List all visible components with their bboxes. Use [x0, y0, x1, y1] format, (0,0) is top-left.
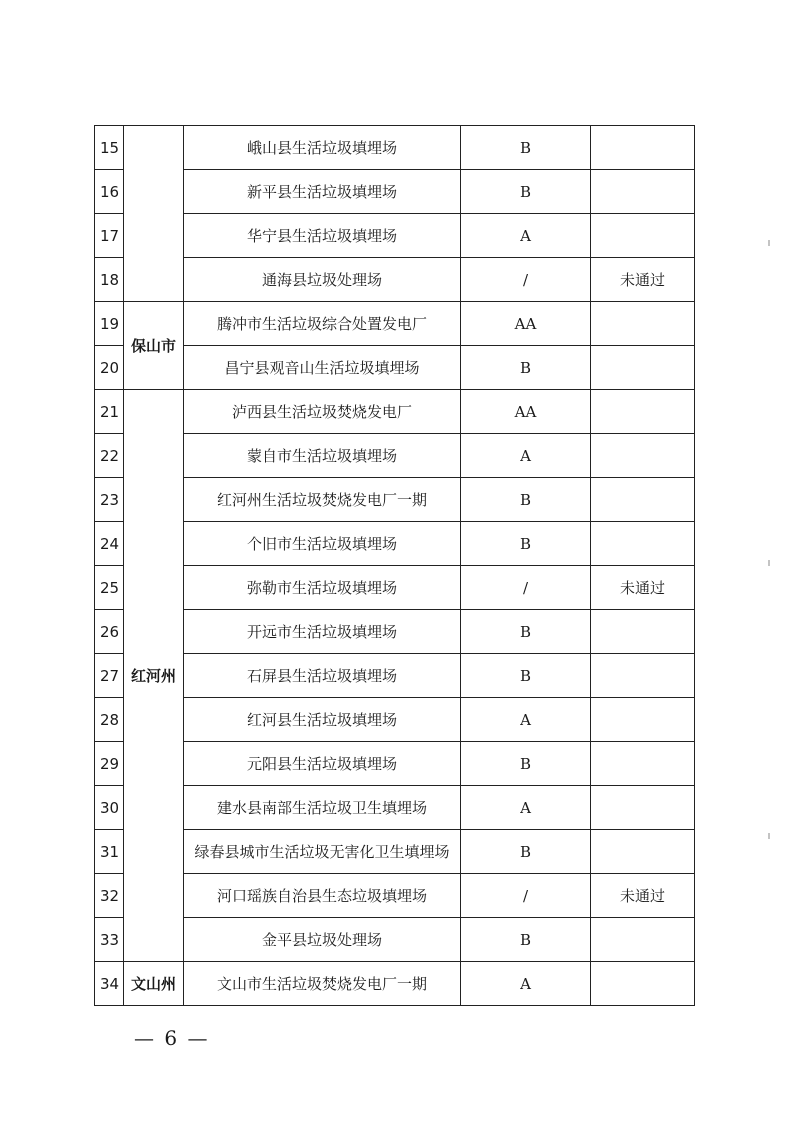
facility-name: 石屏县生活垃圾填埋场 — [184, 654, 461, 698]
table-row — [95, 566, 695, 610]
remark-cell: 未通过 — [591, 258, 695, 302]
grade-cell: B — [461, 654, 591, 698]
facility-name: 腾冲市生活垃圾综合处置发电厂 — [184, 302, 461, 346]
remark-cell — [591, 918, 695, 962]
grade-cell: A — [461, 698, 591, 742]
facility-name: 个旧市生活垃圾填埋场 — [184, 522, 461, 566]
row-number: 19 — [95, 302, 124, 346]
grade-cell: / — [461, 258, 591, 302]
remark-cell — [591, 698, 695, 742]
facility-name: 红河县生活垃圾填埋场 — [184, 698, 461, 742]
row-number: 30 — [95, 786, 124, 830]
row-number: 16 — [95, 170, 124, 214]
table-row — [95, 390, 695, 434]
grade-cell: A — [461, 214, 591, 258]
remark-cell: 未通过 — [591, 874, 695, 918]
page-number: — 6 — — [134, 1026, 210, 1050]
grade-cell: AA — [461, 302, 591, 346]
row-number: 23 — [95, 478, 124, 522]
table-row — [95, 126, 695, 170]
grade-cell: B — [461, 478, 591, 522]
remark-cell — [591, 302, 695, 346]
remark-cell — [591, 830, 695, 874]
table-row — [95, 874, 695, 918]
city-cell: 文山州 — [124, 962, 184, 1006]
table-row — [95, 698, 695, 742]
remark-cell — [591, 742, 695, 786]
remark-cell — [591, 434, 695, 478]
row-number: 31 — [95, 830, 124, 874]
row-number: 34 — [95, 962, 124, 1006]
row-number: 18 — [95, 258, 124, 302]
table-row — [95, 654, 695, 698]
remark-cell — [591, 214, 695, 258]
table-row — [95, 522, 695, 566]
facility-name: 红河州生活垃圾焚烧发电厂一期 — [184, 478, 461, 522]
table-row — [95, 742, 695, 786]
table-row — [95, 478, 695, 522]
grade-cell: AA — [461, 390, 591, 434]
scan-mark — [768, 560, 770, 566]
remark-cell — [591, 170, 695, 214]
city-cell: 红河州 — [124, 390, 184, 962]
remark-cell — [591, 390, 695, 434]
row-number: 28 — [95, 698, 124, 742]
remark-cell — [591, 786, 695, 830]
grade-cell: B — [461, 346, 591, 390]
facility-name: 开远市生活垃圾填埋场 — [184, 610, 461, 654]
facility-name: 金平县垃圾处理场 — [184, 918, 461, 962]
facility-name: 弥勒市生活垃圾填埋场 — [184, 566, 461, 610]
remark-cell — [591, 346, 695, 390]
city-cell: 保山市 — [124, 302, 184, 390]
facility-name: 峨山县生活垃圾填埋场 — [184, 126, 461, 170]
table-row — [95, 258, 695, 302]
remark-cell — [591, 654, 695, 698]
grade-cell: B — [461, 742, 591, 786]
facility-name: 建水县南部生活垃圾卫生填埋场 — [184, 786, 461, 830]
remark-cell — [591, 962, 695, 1006]
grade-cell: B — [461, 918, 591, 962]
grade-cell: / — [461, 566, 591, 610]
table-row — [95, 302, 695, 346]
table-row — [95, 610, 695, 654]
grade-cell: / — [461, 874, 591, 918]
city-cell — [124, 126, 184, 302]
facility-name: 泸西县生活垃圾焚烧发电厂 — [184, 390, 461, 434]
facility-name: 绿春县城市生活垃圾无害化卫生填埋场 — [184, 830, 461, 874]
row-number: 26 — [95, 610, 124, 654]
row-number: 21 — [95, 390, 124, 434]
row-number: 24 — [95, 522, 124, 566]
facility-name: 通海县垃圾处理场 — [184, 258, 461, 302]
facility-name: 文山市生活垃圾焚烧发电厂一期 — [184, 962, 461, 1006]
table-row — [95, 962, 695, 1006]
remark-cell: 未通过 — [591, 566, 695, 610]
grade-cell: A — [461, 434, 591, 478]
scan-mark — [768, 833, 770, 839]
row-number: 22 — [95, 434, 124, 478]
facility-name: 华宁县生活垃圾填埋场 — [184, 214, 461, 258]
row-number: 33 — [95, 918, 124, 962]
table-row — [95, 170, 695, 214]
grade-cell: B — [461, 610, 591, 654]
row-number: 27 — [95, 654, 124, 698]
remark-cell — [591, 610, 695, 654]
remark-cell — [591, 478, 695, 522]
row-number: 20 — [95, 346, 124, 390]
landfill-rating-table — [94, 125, 695, 1006]
facility-name: 蒙自市生活垃圾填埋场 — [184, 434, 461, 478]
grade-cell: B — [461, 522, 591, 566]
row-number: 25 — [95, 566, 124, 610]
table-row — [95, 214, 695, 258]
row-number: 17 — [95, 214, 124, 258]
grade-cell: A — [461, 962, 591, 1006]
scan-mark — [768, 240, 770, 246]
table-row — [95, 434, 695, 478]
row-number: 29 — [95, 742, 124, 786]
facility-name: 元阳县生活垃圾填埋场 — [184, 742, 461, 786]
row-number: 15 — [95, 126, 124, 170]
table-row — [95, 346, 695, 390]
remark-cell — [591, 522, 695, 566]
table-row — [95, 918, 695, 962]
facility-name: 昌宁县观音山生活垃圾填埋场 — [184, 346, 461, 390]
grade-cell: A — [461, 786, 591, 830]
remark-cell — [591, 126, 695, 170]
facility-name: 河口瑶族自治县生态垃圾填埋场 — [184, 874, 461, 918]
table-row — [95, 786, 695, 830]
grade-cell: B — [461, 126, 591, 170]
facility-name: 新平县生活垃圾填埋场 — [184, 170, 461, 214]
row-number: 32 — [95, 874, 124, 918]
grade-cell: B — [461, 830, 591, 874]
table-row — [95, 830, 695, 874]
grade-cell: B — [461, 170, 591, 214]
